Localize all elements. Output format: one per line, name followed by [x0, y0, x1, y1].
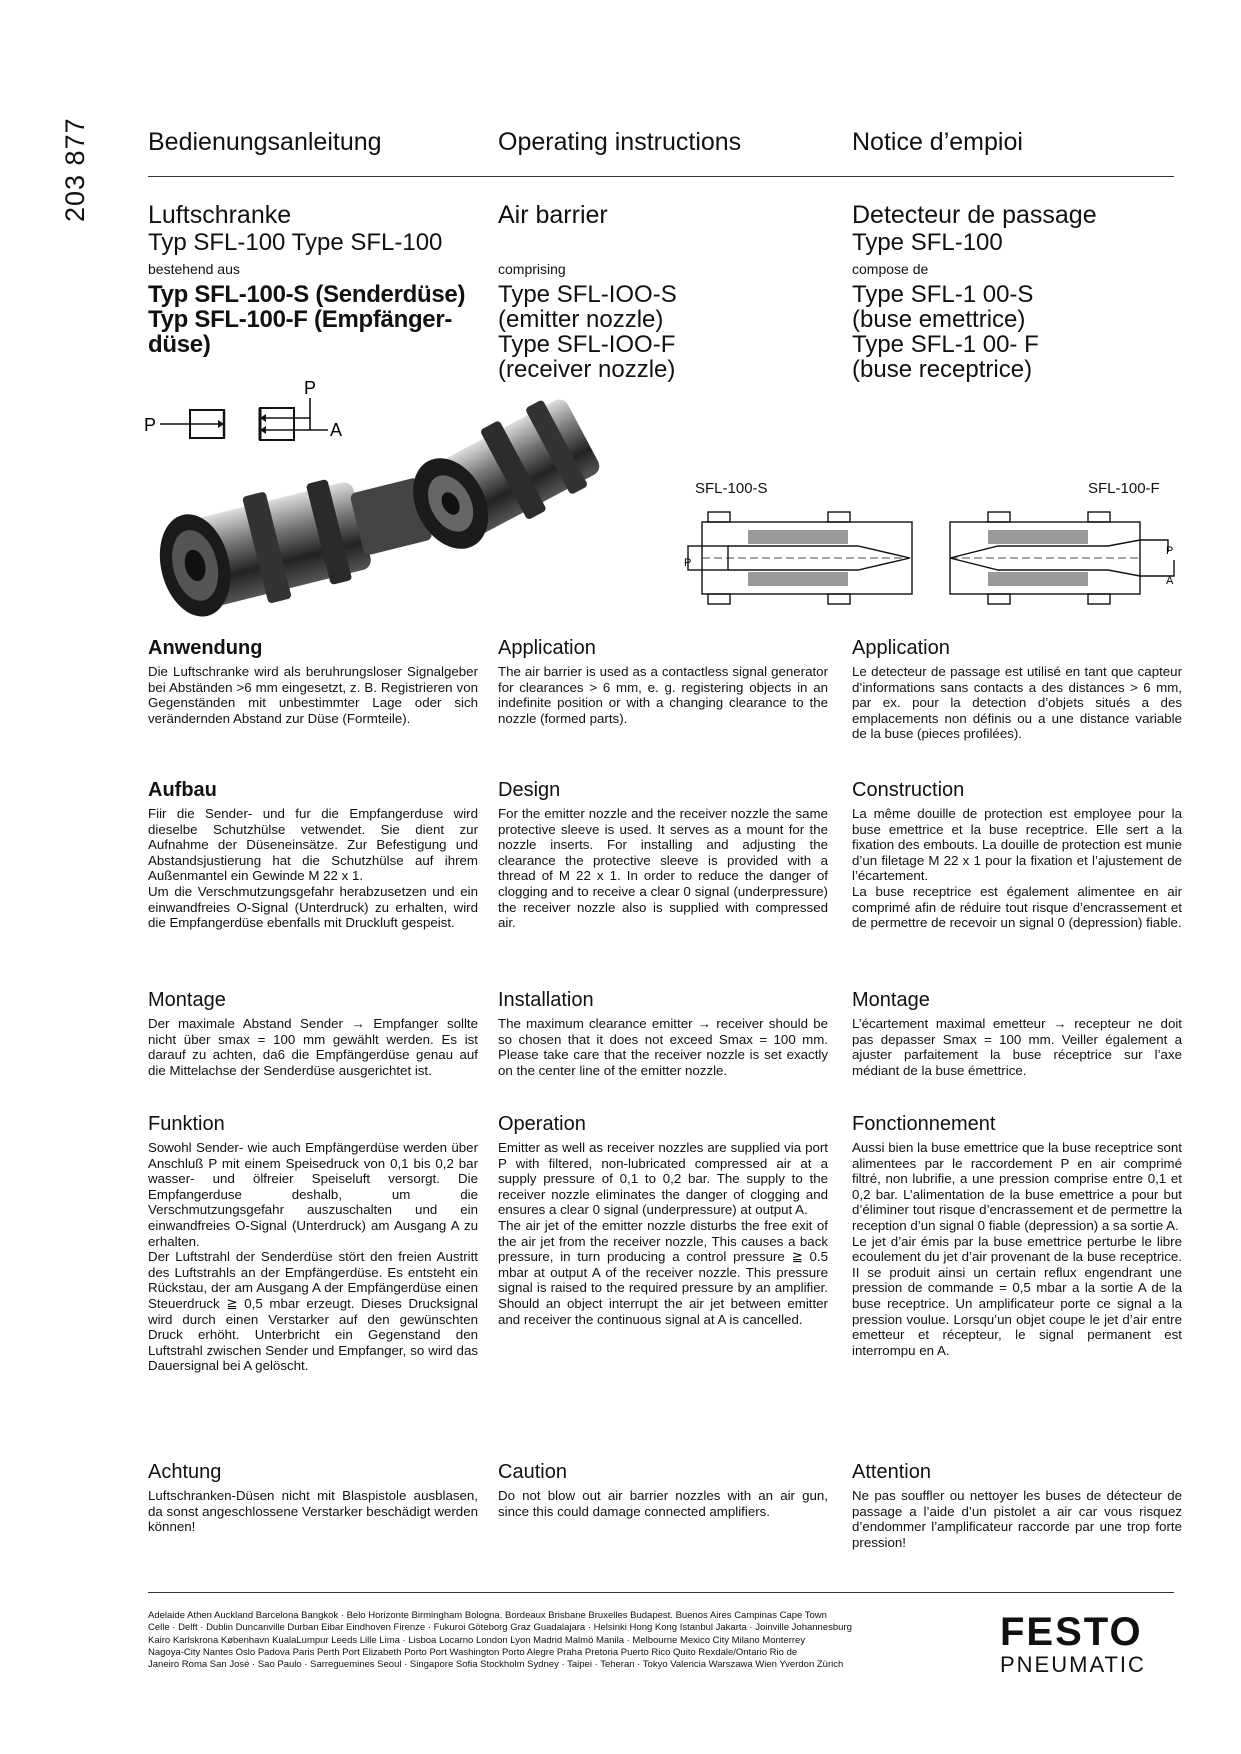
- type-line-en: Type SFL-IOO-S: [498, 281, 677, 308]
- section-paragraph: Le jet d’air émis par la buse emettrice perturbe le libre ecoulement du jet d’air provenant de la buse receptrice. II se produit ainsi un certain reflux engendrant une pression de commande = 0,5 mbar a la sortie A de la buse receptrice. Un amplificateur porte ce signal a la pression voulue. Lorsqu’un objet coupe le jet d’air entre emetteur et récepteur, le signal permanent est interrompu en A.: [852, 1233, 1182, 1358]
- section-de-0: [148, 636, 478, 726]
- section-heading: Aufbau: [148, 779, 217, 801]
- type-line-fr: (buse emettrice): [852, 306, 1026, 333]
- footer-divider: [148, 1592, 1174, 1593]
- section-fr-4: [852, 1460, 1182, 1550]
- section-paragraph: Sowohl Sender- wie auch Empfängerdüse werden über Anschluß P mit einem Speisedruck von 0,1 bis 0,2 bar wasser- und ölfreier Speiseluft versorgt. Die Empfangerduse deshalb, um die Verschmutzungsgefahr auszuschalten und ein einwandfreies O-Signal (Unterdruck) am Ausgang A zu erhalten.: [148, 1140, 478, 1249]
- section-heading: Caution: [498, 1461, 567, 1483]
- section-heading: Application: [498, 637, 596, 659]
- section-en-3: [498, 1112, 828, 1327]
- footer-cities-line: Kairo Karlskrona København KualaLumpur Leeds Lille Lima · Lisboa Locarno London Lyon Madrid Malmö Manila · Melbourne Mexico City Milano Monterrey: [148, 1634, 806, 1646]
- header-german: Bedienungsanleitung: [148, 128, 382, 156]
- title-block-de: [148, 200, 478, 357]
- section-de-2: [148, 988, 478, 1078]
- section-en-0: [498, 636, 828, 726]
- header-french: Notice d’empioi: [852, 128, 1023, 156]
- section-heading: Application: [852, 637, 950, 659]
- symbol-label-a: A: [330, 420, 343, 440]
- section-heading: Design: [498, 779, 561, 801]
- type-line-de: düse): [148, 331, 211, 358]
- section-paragraph: La buse receptrice est également alimentee en air comprimé afin de réduire tout risque d’encrassement et de permettre de recevoir un signal 0 (depression) fiable.: [852, 883, 1182, 931]
- section-fr-2: [852, 988, 1182, 1078]
- section-heading: Fonctionnement: [852, 1113, 996, 1135]
- type-line-de: Typ SFL-100-S (Senderdüse): [148, 281, 466, 308]
- festo-logo-text: FESTO: [1000, 1610, 1143, 1654]
- section-fr-1: [852, 778, 1182, 931]
- footer-cities-line: Celle · Delft · Dublin Duncanville Durban Eibar Eindhoven Firenze · Fukuroi Göteborg Graz Guadalajara · Helsinki Hong Kong Istanbul Jakarta · Joinville Johannesburg: [148, 1622, 852, 1634]
- label-sfl-100-s: SFL-100-S: [695, 480, 768, 497]
- section-paragraph: The air barrier is used as a contactless signal generator for clearances > 6 mm, e. g. registering objects in an indefinite position or with a changing clearance to the nozzle (formed parts).: [498, 664, 828, 726]
- section-paragraph: Der Luftstrahl der Senderdüse stört den freien Austritt des Luftstrahls an der Empfängerdüse. Es entsteht ein Rückstau, der am Ausgang A der Empfängerdüse einen Steuerdruck ≧ 0,5 mbar erzeugt. Dieses Drucksignal wird durch einen Verstarker auf den gewünschten Druck erhöht. Unterbricht ein Gegenstand den Luftstrahl zwischen Sender und Empfanger, so wird das Dauersignal bei A gelöscht.: [148, 1249, 478, 1374]
- festo-logo-subtext: PNEUMATIC: [1000, 1652, 1146, 1677]
- section-paragraph: L’écartement maximal emetteur → recepteur ne doit pas depasser Smax = 100 mm. Veiller également a ajuster parfaitement la buse réceptrice sur l’axe médiant de la buse émettrice.: [852, 1016, 1182, 1078]
- section-de-3: [148, 1112, 478, 1374]
- section-paragraph: The air jet of the emitter nozzle disturbs the free exit of the air jet from the receiver nozzle, This causes a back pressure, in turn producing a control pressure ≧ 0.5 mbar at output A of the receiver nozzle. This pressure signal is raised to the required pressure by an amplifier. Should an object interrupt the air jet between emitter and receiver the continuous signal at A is cancelled.: [498, 1217, 828, 1327]
- section-paragraph: Der maximale Abstand Sender → Empfanger sollte nicht über smax = 100 mm gewählt werden. Es ist darauf zu achten, da6 die Empfängerdüse genau auf die Mittelachse der Senderdüse ausgerichtet ist.: [148, 1016, 478, 1078]
- section-paragraph: La même douille de protection est employee pour la buse emettrice et la buse receptrice. Elle sert a la fixation des embouts. La douille de protection est munie d’un filetage M 22 x 1 pour la fixation et l’ajustement de l’écartement.: [852, 806, 1182, 884]
- section-heading: Anwendung: [148, 637, 263, 659]
- section-label-f-a: A: [1166, 575, 1174, 587]
- section-paragraph: Emitter as well as receiver nozzles are supplied via port P with filtered, non-lubricated compressed air at a supply pressure of 0,1 to 0,2 bar. The supply to the receiver nozzle eliminates the danger of clogging and ensures a clear 0 signal (underpressure) at output A.: [498, 1140, 828, 1218]
- section-en-1: [498, 778, 828, 931]
- section-paragraph: Um die Verschmutzungsgefahr herabzusetzen und ein einwandfreies O-Signal (Unterdruck) zu erhalten, wird die Empfangerdüse ebenfalls mit Druckluft gespeist.: [148, 883, 478, 931]
- document-number: 203 877: [60, 117, 90, 222]
- type-line-fr: (buse receptrice): [852, 356, 1033, 383]
- type-line-fr: Type SFL-1 00-S: [852, 281, 1034, 308]
- section-en-4: [498, 1460, 828, 1519]
- footer-cities-line: Adelaide Athen Auckland Barcelona Bangkok · Belo Horizonte Birmingham Bologna. Bordeaux Brisbane Bruxelles Budapest. Buenos Aires Campinas Cape Town: [148, 1610, 827, 1621]
- section-paragraph: Aussi bien la buse emettrice que la buse receptrice sont alimentees par le raccordement P en air comprimé filtré, non lubrifie, a une pression comprise entre 0,1 et 0,2 bar. L’alimentation de la buse emettrice a pour but d’éliminer tout risque d’encrassement et de permettre la reception d’un signal 0 fiable (depression) a sa sortie A.: [852, 1140, 1182, 1233]
- section-paragraph: Do not blow out air barrier nozzles with an air gun, since this could damage connected amplifiers.: [498, 1488, 828, 1519]
- footer-cities-line: Nagoya-City Nantes Oslo Padova Paris Perth Port Elizabeth Porto Port Washington Porto Alegre Praha Pretoria Puerto Rico Quito Rexdale/Ontario Rio de: [148, 1646, 798, 1658]
- section-paragraph: For the emitter nozzle and the receiver nozzle the same protective sleeve is used. It serves as a mount for the nozzle inserts. For installing and adjusting the clearance the protective sleeve is provided with a thread of M 22 x 1. In order to reduce the danger of clogging and to receive a clear 0 signal (underpressure) the receiver nozzle also is supplied with compressed air.: [498, 806, 828, 931]
- comprising-label-en: comprising: [498, 261, 566, 277]
- type-line-de: Typ SFL-100-F (Empfänger-: [148, 306, 453, 333]
- type-line-en: Type SFL-IOO-F: [498, 331, 676, 358]
- section-heading: Achtung: [148, 1461, 222, 1483]
- section-paragraph: The maximum clearance emitter → receiver should be so chosen that it does not exceed Smax = 100 mm. Please take care that the receiver nozzle is set exactly on the center line of the emitter nozzle.: [498, 1016, 828, 1078]
- product-name-de: Luftschranke: [148, 201, 292, 229]
- festo-logo: [1000, 1612, 1176, 1678]
- type-line-fr: Type SFL-1 00- F: [852, 331, 1039, 358]
- section-heading: Montage: [852, 989, 930, 1011]
- label-sfl-100-f: SFL-100-F: [1088, 480, 1160, 497]
- product-type-de: Typ SFL-100 Type SFL-100: [148, 229, 443, 256]
- section-fr-0: [852, 636, 1182, 742]
- symbol-label-p-top: P: [304, 378, 317, 398]
- section-heading: Construction: [852, 779, 965, 801]
- section-label-p: P: [684, 557, 692, 569]
- comprising-label-fr: compose de: [852, 261, 929, 277]
- footer-cities: [148, 1610, 988, 1671]
- product-name-en: Air barrier: [498, 201, 608, 229]
- cross-section-drawing: [684, 500, 1176, 612]
- title-block-fr: [852, 200, 1182, 382]
- section-paragraph: Le detecteur de passage est utilisé en tant que capteur d’informations sans contacts a des distances > 6 mm, par ex. pour la detection d’objets situés a des emplacements non définis ou a une distance variable de la buse (pieces profilées).: [852, 664, 1182, 742]
- symbol-label-p: P: [144, 415, 157, 435]
- section-label-f-p: P: [1166, 545, 1174, 557]
- type-line-en: (receiver nozzle): [498, 356, 676, 383]
- section-de-1: [148, 778, 478, 931]
- section-en-2: [498, 988, 828, 1078]
- type-line-en: (emitter nozzle): [498, 306, 664, 333]
- section-heading: Installation: [498, 989, 594, 1011]
- footer-cities-line: Janeiro Roma San José · Sao Paulo · Sarreguemines Seoul · Singapore Sofia Stockholm Sydney · Taipei · Teheran · Tokyo Valencia Warszawa Wien Yverdon Zürich: [148, 1659, 844, 1671]
- section-de-4: [148, 1460, 478, 1535]
- header-divider: [148, 176, 1174, 177]
- header-english: Operating instructions: [498, 128, 742, 156]
- section-paragraph: Fiir die Sender- und fur die Empfangerduse wird dieselbe Schutzhülse vetwendet. Sie dient zur Aufnahme der Düseneinsätze. Zur Befestigung und Abstandsjustierung hat die Schutzhülse auf ihrem Außenmantel ein Gewinde M 22 x 1.: [148, 806, 478, 884]
- section-heading: Funktion: [148, 1113, 225, 1135]
- product-name-fr: Detecteur de passage: [852, 201, 1097, 229]
- section-heading: Attention: [852, 1461, 931, 1483]
- section-paragraph: Luftschranken-Düsen nicht mit Blaspistole ausblasen, da sonst angeschlossene Verstarker beschädigt werden können!: [148, 1488, 478, 1535]
- section-heading: Operation: [498, 1113, 586, 1135]
- section-heading: Montage: [148, 989, 226, 1011]
- section-paragraph: Ne pas souffler ou nettoyer les buses de détecteur de passage a l’aide d’un pistolet a air car vous risquez d’endommer l’amplificateur raccorde par une trop forte pression!: [852, 1488, 1182, 1550]
- section-paragraph: Die Luftschranke wird als beruhrungsloser Signalgeber bei Abständen >6 mm eingesetzt, z. B. Registrieren von Gegenständen mit unbestimmter Lage oder sich verändernden Abstand zur Düse (Formteile).: [148, 664, 478, 726]
- product-photo: [145, 398, 630, 616]
- comprising-label-de: bestehend aus: [148, 261, 240, 277]
- section-fr-3: [852, 1112, 1182, 1358]
- title-block-en: [498, 200, 828, 382]
- product-type-fr: Type SFL-100: [852, 229, 1003, 256]
